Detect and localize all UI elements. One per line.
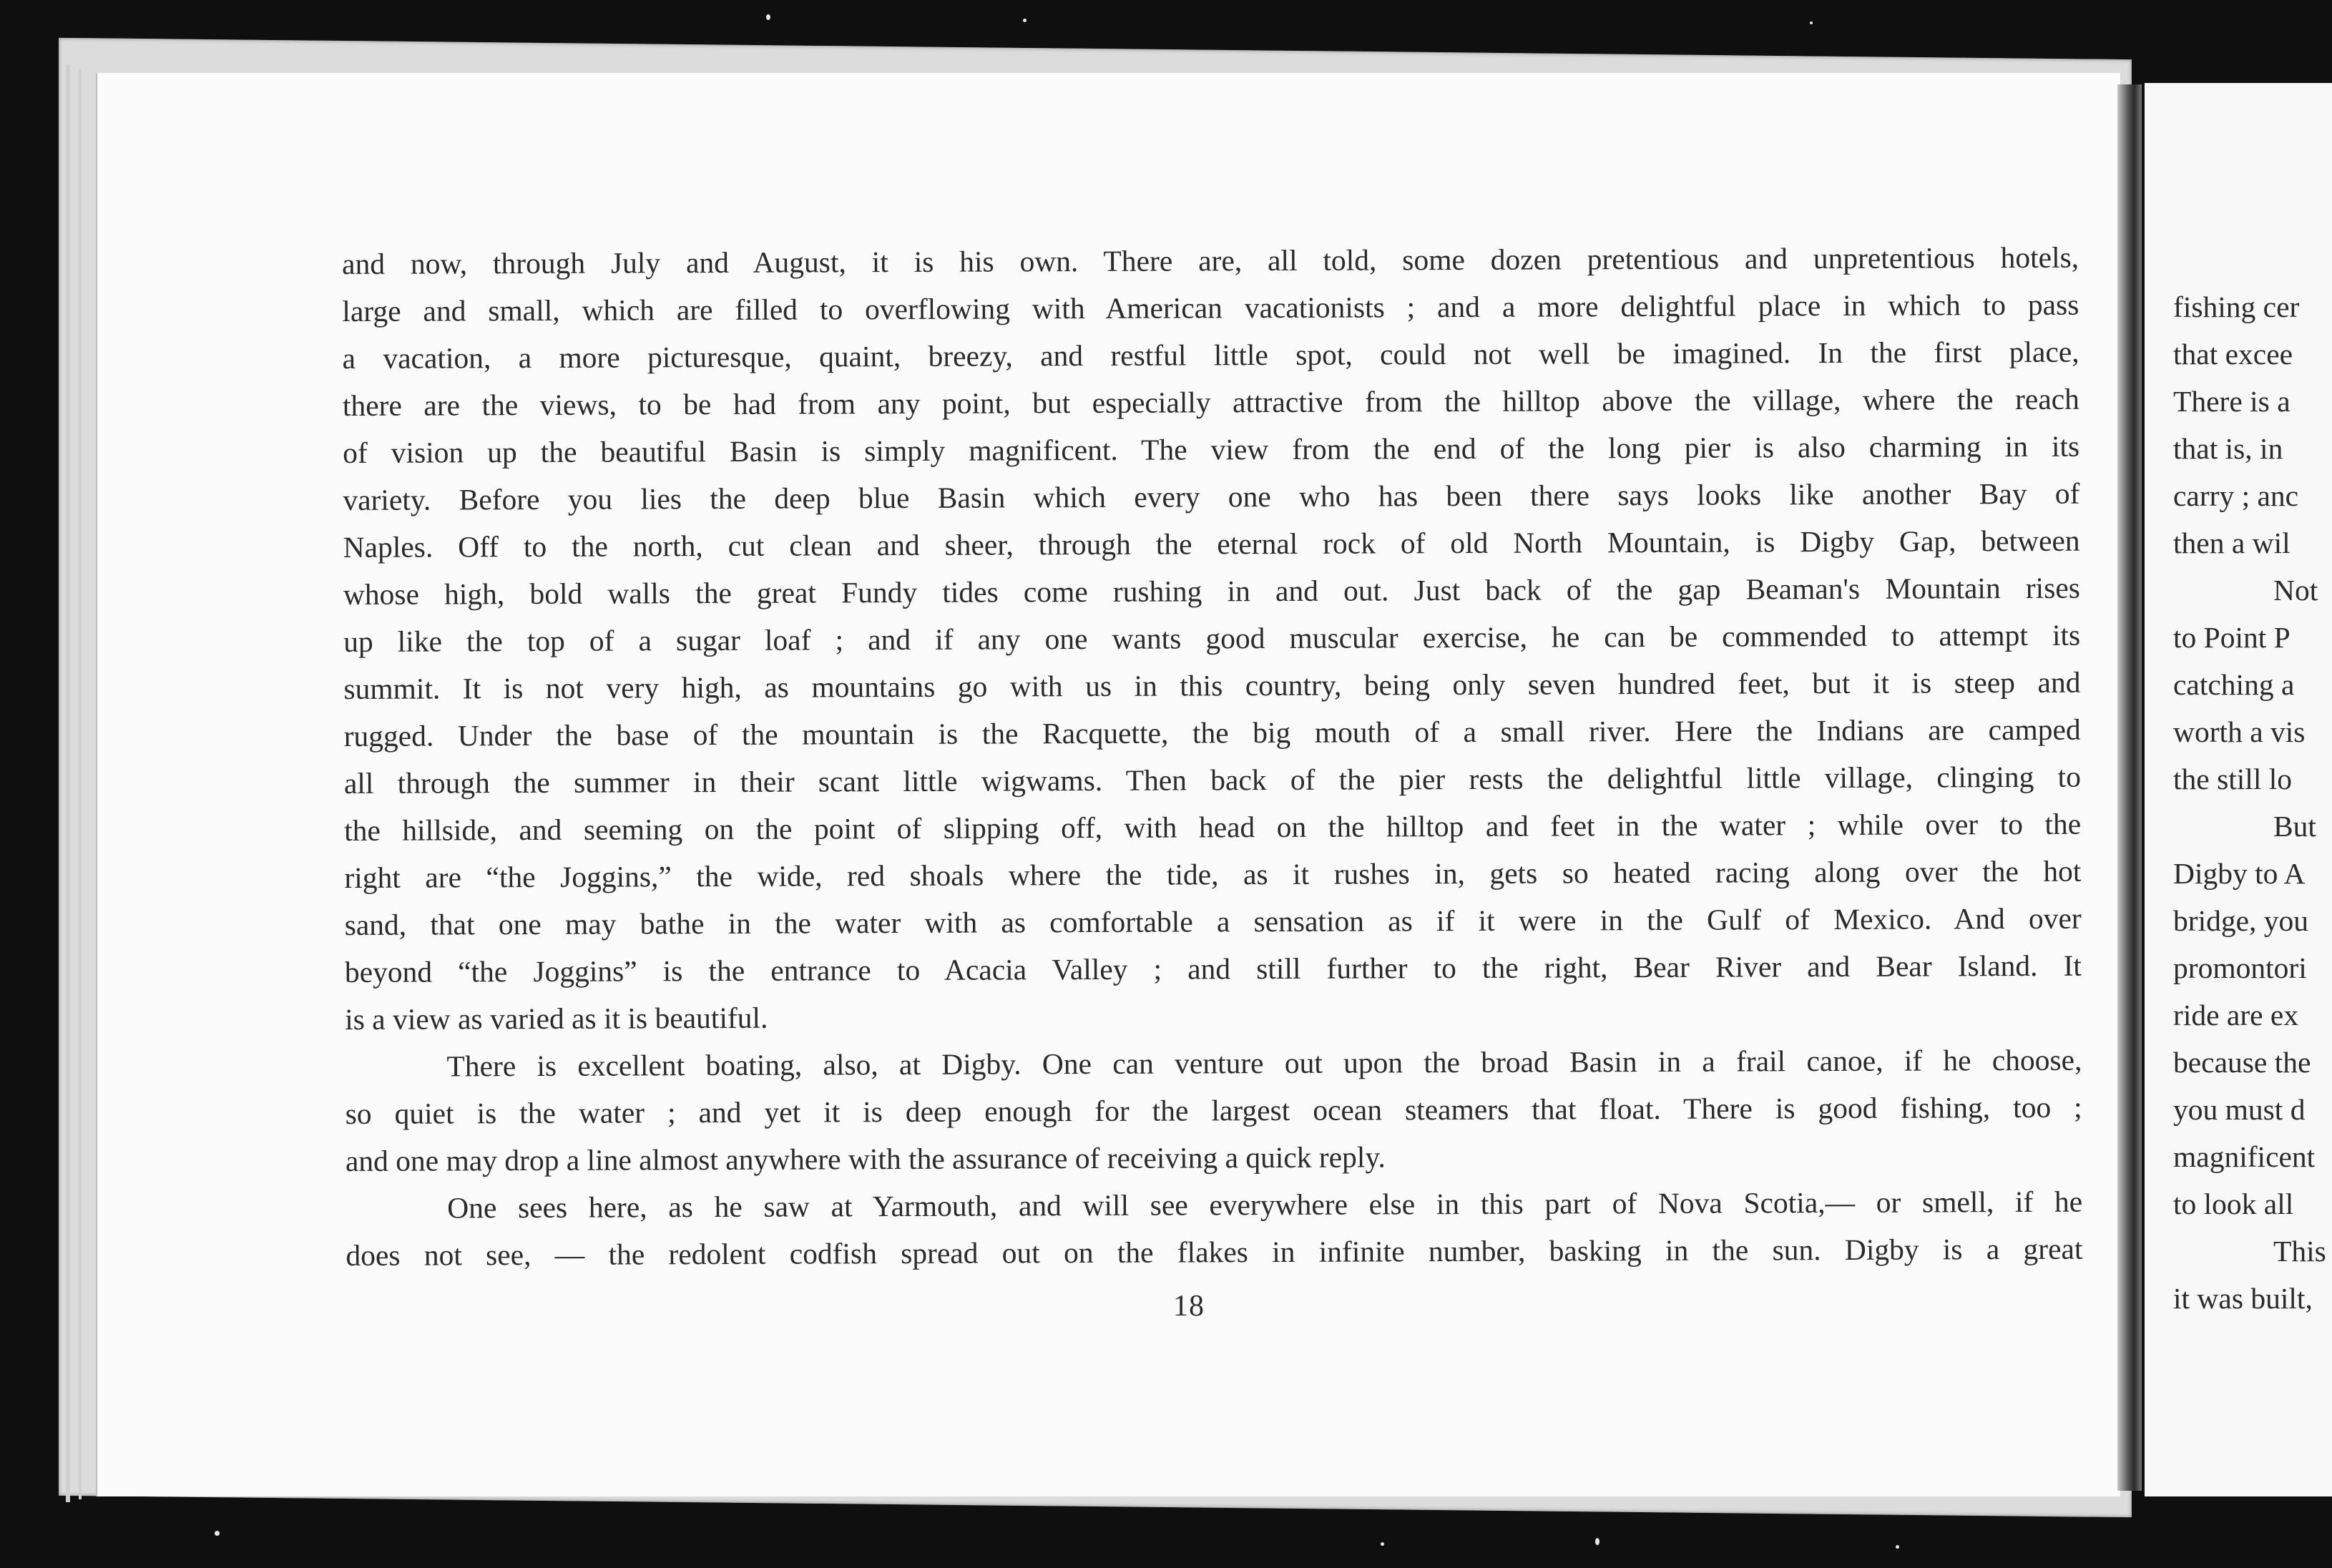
page-edge-lines [79,69,82,1499]
paragraph-start-line: One sees here, as he saw at Yarmouth, and will see everywhere else in this part of Nova Scotia,— or smell, if he [447,1185,2083,1225]
scan-speck [1381,1542,1384,1546]
text-line: whose high, bold walls the great Fundy tides come rushing in and out. Just back of the gap Beaman's Mountain rises [343,571,2080,611]
right-text-line: fishing cer [2173,290,2300,323]
text-line: variety. Before you lies the deep blue Basin which every one who has been there says looks like another Bay of [343,476,2080,516]
scan-speck [1023,19,1027,22]
right-text-line: carry ; anc [2173,479,2299,512]
page-number: 18 [1173,1290,1205,1323]
right-text-line: because the [2173,1046,2311,1079]
page-body-text [342,234,2083,1279]
scan-speck [1595,1538,1599,1545]
right-page-text [2173,283,2332,1322]
text-line: right are “the Joggins,” the wide, red shoals where the tide, as it rushes in, gets so heated racing along over the hot [344,854,2082,894]
right-text-line: it was built, [2173,1282,2313,1315]
book-gutter [2117,84,2142,1491]
right-text-line: the still lo [2173,763,2292,795]
right-text-line: that is, in [2173,432,2283,465]
scan-speck [1896,1545,1899,1549]
text-line: the hillside, and seeming on the point of slipping off, with head on the hilltop and feet in the water ; while over to the [344,807,2082,847]
scan-speck [215,1531,220,1536]
text-line: rugged. Under the base of the mountain is the Racquette, the big mouth of a small river. Here the Indians are camped [343,712,2081,753]
text-line: summit. It is not very high, as mountains go with us in this country, being only seven hundred feet, but it is steep and [343,665,2081,705]
text-line: is a view as varied as it is beautiful. [345,1001,768,1036]
right-text-line: you must d [2173,1093,2306,1126]
text-line: up like the top of a sugar loaf ; and if any one wants good muscular exercise, he can be commended to attempt its [343,618,2081,658]
text-line: a vacation, a more picturesque, quaint, breezy, and restful little spot, could not well be imagined. In the first place, [342,335,2079,375]
text-line: all through the summer in their scant little wigwams. Then back of the pier rests the delightful little village, clinging to [343,760,2081,800]
right-text-line: to Point P [2173,621,2291,654]
right-text-line: Not [2273,574,2318,607]
text-line: beyond “the Joggins” is the entrance to Acacia Valley ; and still further to the right, Bear River and Bear Island. It [344,949,2082,989]
right-text-line: This [2273,1235,2326,1268]
right-text-line: bridge, you [2173,904,2309,937]
right-text-line: worth a vis [2173,715,2306,748]
text-line: and now, through July and August, it is his own. There are, all told, some dozen pretentious and unpretentious hotels, [342,240,2079,280]
right-text-line: to look all [2173,1187,2294,1220]
text-line: so quiet is the water ; and yet it is deep enough for the largest ocean steamers that float. There is good fishing, too ; [345,1090,2082,1130]
text-line: does not see, — the redolent codfish spread out on the flakes in infinite number, basking in the sun. Digby is a great [346,1232,2083,1272]
right-text-line: catching a [2173,668,2295,701]
right-text-line: But [2273,810,2316,843]
scan-speck [1810,21,1813,24]
page-edge-lines [66,64,70,1502]
right-text-line: promontori [2173,951,2307,984]
text-line: sand, that one may bathe in the water with as comfortable a sensation as if it were in the Gulf of Mexico. And over [344,901,2082,941]
text-line: large and small, which are filled to overflowing with American vacationists ; and a more delightful place in which to pass [342,288,2079,328]
right-text-line: There is a [2173,385,2291,418]
right-text-line: that excee [2173,338,2293,371]
right-text-line: Digby to A [2173,857,2306,890]
text-line: Naples. Off to the north, cut clean and sheer, through the eternal rock of old North Mountain, is Digby Gap, between [343,524,2080,564]
scan-speck [766,14,770,20]
right-text-line: then a wil [2173,526,2291,559]
text-line: of vision up the beautiful Basin is simply magnificent. The view from the end of the long pier is also charming in its [343,429,2080,469]
text-line: there are the views, to be had from any point, but especially attractive from the hilltop above the village, where the reach [342,382,2079,422]
right-text-line: ride are ex [2173,999,2299,1032]
paragraph-start-line: There is excellent boating, also, at Digby. One can venture out upon the broad Basin in a frail canoe, if he choose, [446,1043,2082,1083]
text-line: and one may drop a line almost anywhere with the assurance of receiving a quick reply. [345,1140,1386,1177]
right-text-line: magnificent [2173,1140,2316,1173]
